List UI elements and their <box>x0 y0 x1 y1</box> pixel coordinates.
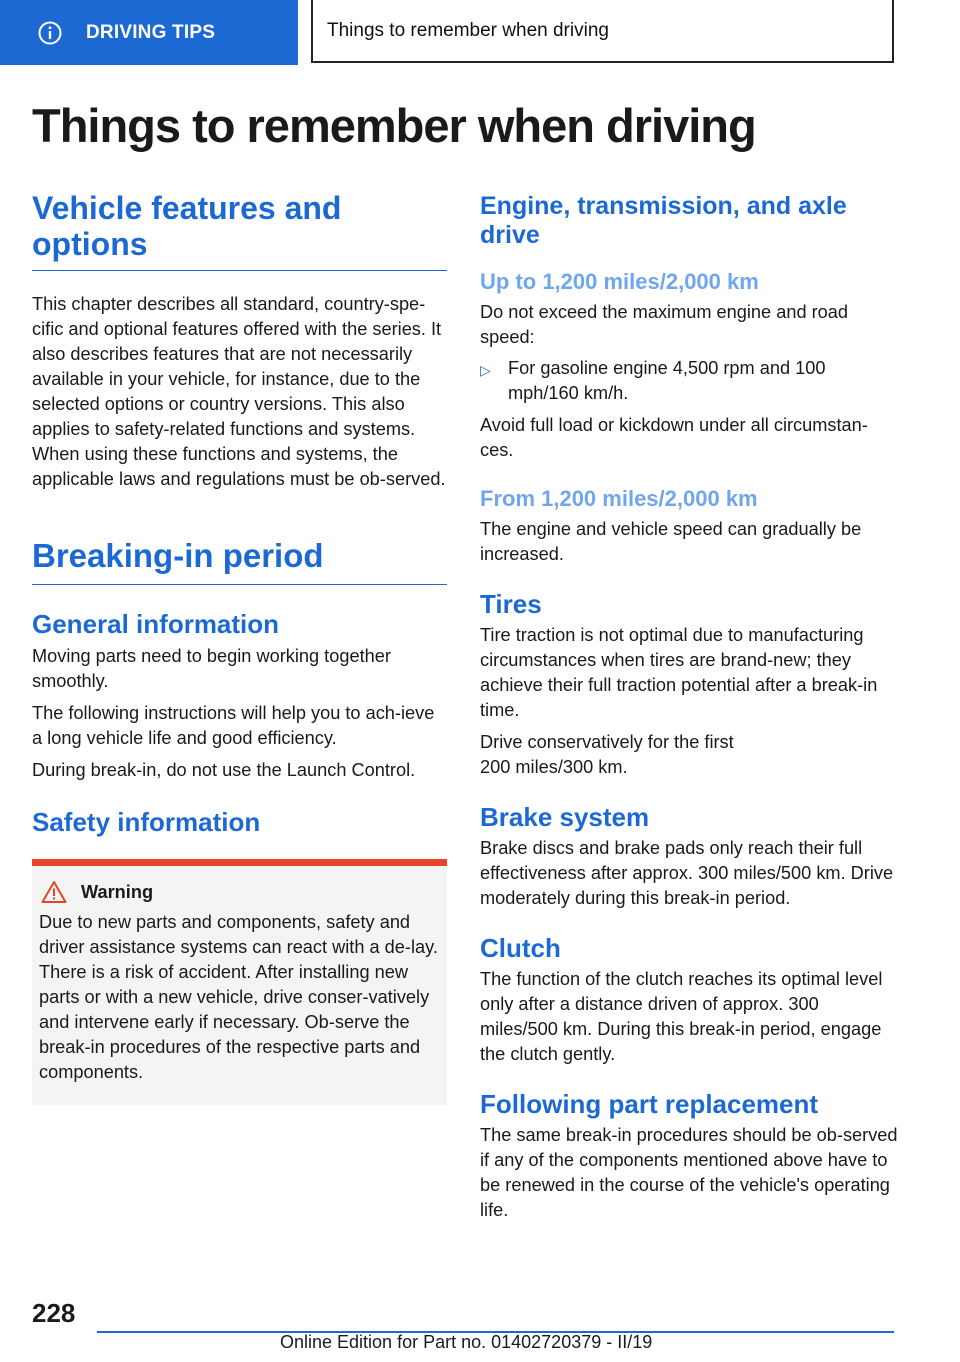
page-number: 228 <box>32 1298 76 1328</box>
vehicle-features-heading: Vehicle features and options <box>32 190 447 271</box>
from-heading: From 1,200 miles/2,000 km <box>480 486 758 511</box>
section-tab-label: DRIVING TIPS <box>86 21 216 43</box>
warning-header <box>39 880 439 904</box>
tires-p2: Drive conservatively for the first 200 miles/300 km. <box>480 732 734 777</box>
clutch-heading: Clutch <box>480 933 561 963</box>
warning-text: Due to new parts and components, safety and driver assistance systems can react with a de-lay. There is a risk of accident. After installing new parts or with a new vehicle, drive conser-vatively and intervene early if necessary. Ob-serve the break-in procedures of the respective parts and components. <box>39 912 438 1082</box>
breadcrumb-text: Things to remember when driving <box>327 19 609 41</box>
general-info-p2: The following instructions will help you to ach-ieve a long vehicle life and good efficiency. <box>32 703 435 748</box>
engine-heading: Engine, transmission, and axle drive <box>480 192 847 249</box>
general-info-p1: Moving parts need to begin working together smoothly. <box>32 646 391 691</box>
breadcrumb <box>311 0 894 63</box>
brake-text: Brake discs and brake pads only reach their full effectiveness after approx. 300 miles/500 km. Drive moderately during this break-in period. <box>480 838 894 908</box>
tires-heading: Tires <box>480 589 542 619</box>
brake-heading: Brake system <box>480 802 650 832</box>
part-replacement-text: The same break-in procedures should be ob-served if any of the components mentioned above have to be renewed in the course of the vehicle's operating life. <box>480 1125 898 1220</box>
left-column <box>32 190 447 1105</box>
warning-label: Warning <box>81 881 154 902</box>
general-info-heading: General information <box>32 609 280 639</box>
breaking-in-heading: Breaking-in period <box>32 536 447 585</box>
general-info-p3: During break-in, do not use the Launch Control. <box>32 760 416 780</box>
up-to-p1: Do not exceed the maximum engine and road speed: <box>480 302 849 347</box>
tires-p1: Tire traction is not optimal due to manufacturing circumstances when tires are brand-new; they achieve their full traction potential after a break-in time. <box>480 625 878 720</box>
footer-edition: Online Edition for Part no. 01402720379 - II/19 <box>280 1332 653 1352</box>
clutch-text: The function of the clutch reaches its optimal level only after a distance driven of approx. 300 miles/500 km. During this break-in period, engage the clutch gently. <box>480 969 883 1064</box>
section-tab[interactable] <box>0 0 298 65</box>
bullet-text: For gasoline engine 4,500 rpm and 100 mph/160 km/h. <box>508 358 826 403</box>
safety-info-heading: Safety information <box>32 807 261 837</box>
from-text: The engine and vehicle speed can gradually be increased. <box>480 519 862 564</box>
vehicle-features-text: This chapter describes all standard, country-spe-cific and optional features offered with the series. It also describes features that are not necessarily available in your vehicle, for instance, due to the selected options or country versions. This also applies to safety-related functions and systems. When using these functions and systems, the applicable laws and regulations must be ob-served. <box>32 294 446 489</box>
info-icon <box>38 21 62 45</box>
bullet-triangle-icon: ▷ <box>480 362 491 378</box>
part-replacement-heading: Following part replacement <box>480 1089 819 1119</box>
up-to-p2: Avoid full load or kickdown under all circumstan-ces. <box>480 415 868 460</box>
warning-triangle-icon <box>41 880 67 904</box>
warning-box <box>32 859 447 1105</box>
up-to-heading: Up to 1,200 miles/2,000 km <box>480 269 759 294</box>
right-column <box>480 190 898 1223</box>
page-title: Things to remember when driving <box>32 99 756 152</box>
list-item <box>480 356 898 406</box>
